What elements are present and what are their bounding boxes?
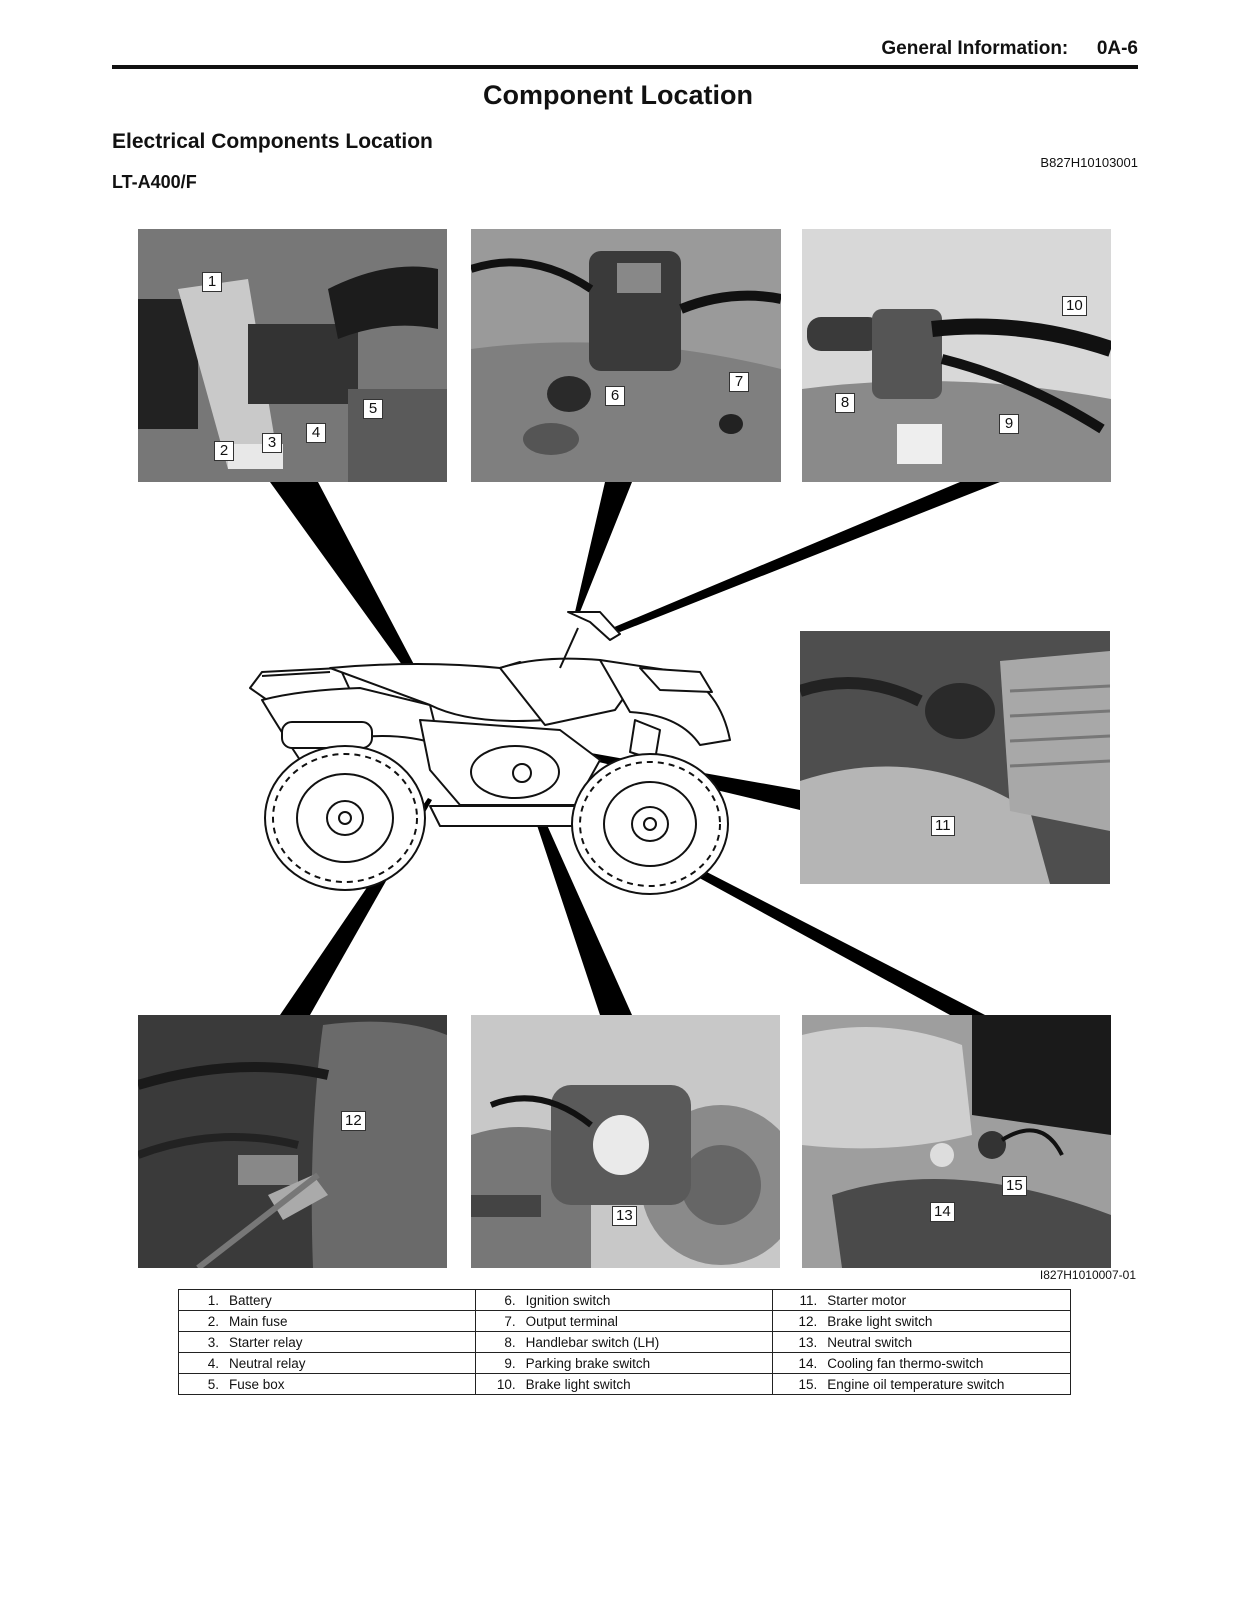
legend-cell: 11. Starter motor [773, 1290, 1071, 1311]
callout-5: 5 [363, 399, 383, 419]
callout-15: 15 [1002, 1176, 1027, 1196]
legend-cell: 9. Parking brake switch [475, 1353, 773, 1374]
legend-cell: 8. Handlebar switch (LH) [475, 1332, 773, 1353]
legend-cell: 4. Neutral relay [179, 1353, 476, 1374]
photo-thermo-switches [802, 1015, 1111, 1268]
legend-cell: 14. Cooling fan thermo-switch [773, 1353, 1071, 1374]
callout-12: 12 [341, 1111, 366, 1131]
pointer-wedge-ignition [575, 482, 632, 612]
legend-row [179, 1353, 1071, 1374]
legend-cell: 6. Ignition switch [475, 1290, 773, 1311]
legend-row [179, 1374, 1071, 1395]
photo-neutral-switch [471, 1015, 780, 1268]
legend-cell: 1. Battery [179, 1290, 476, 1311]
legend-row [179, 1290, 1071, 1311]
photo-handlebar-switch [802, 229, 1111, 482]
callout-9: 9 [999, 414, 1019, 434]
header-page-number: 0A-6 [1096, 38, 1138, 59]
callout-2: 2 [214, 441, 234, 461]
legend-cell: 2. Main fuse [179, 1311, 476, 1332]
photo-starter-motor [800, 631, 1110, 884]
photo-ignition-switch [471, 229, 781, 482]
callout-13: 13 [612, 1206, 637, 1226]
callout-10: 10 [1062, 296, 1087, 316]
callout-4: 4 [306, 423, 326, 443]
page-title: Component Location [483, 80, 753, 110]
callout-14: 14 [930, 1202, 955, 1222]
legend-cell: 12. Brake light switch [773, 1311, 1071, 1332]
callout-1: 1 [202, 272, 222, 292]
pointer-wedge-handlebar [612, 482, 1000, 632]
photo-battery-area [138, 229, 447, 482]
model-name: LT-A400/F [112, 172, 197, 192]
callout-7: 7 [729, 372, 749, 392]
component-legend-table [178, 1289, 1071, 1395]
callout-11: 11 [931, 816, 955, 836]
legend-row [179, 1311, 1071, 1332]
callout-3: 3 [262, 433, 282, 453]
document-code: B827H10103001 [1040, 155, 1138, 170]
legend-row [179, 1332, 1071, 1353]
section-title: Electrical Components Location [112, 130, 433, 153]
callout-6: 6 [605, 386, 625, 406]
legend-cell: 3. Starter relay [179, 1332, 476, 1353]
legend-cell: 15. Engine oil temperature switch [773, 1374, 1071, 1395]
legend-cell: 13. Neutral switch [773, 1332, 1071, 1353]
legend-cell: 7. Output terminal [475, 1311, 773, 1332]
header-section: General Information: [881, 38, 1069, 59]
legend-cell: 10. Brake light switch [475, 1374, 773, 1395]
legend-cell: 5. Fuse box [179, 1374, 476, 1395]
callout-8: 8 [835, 393, 855, 413]
photo-brake-light-switch [138, 1015, 447, 1268]
figure-code: I827H1010007-01 [1039, 1268, 1136, 1282]
atv-illustration [250, 612, 730, 894]
